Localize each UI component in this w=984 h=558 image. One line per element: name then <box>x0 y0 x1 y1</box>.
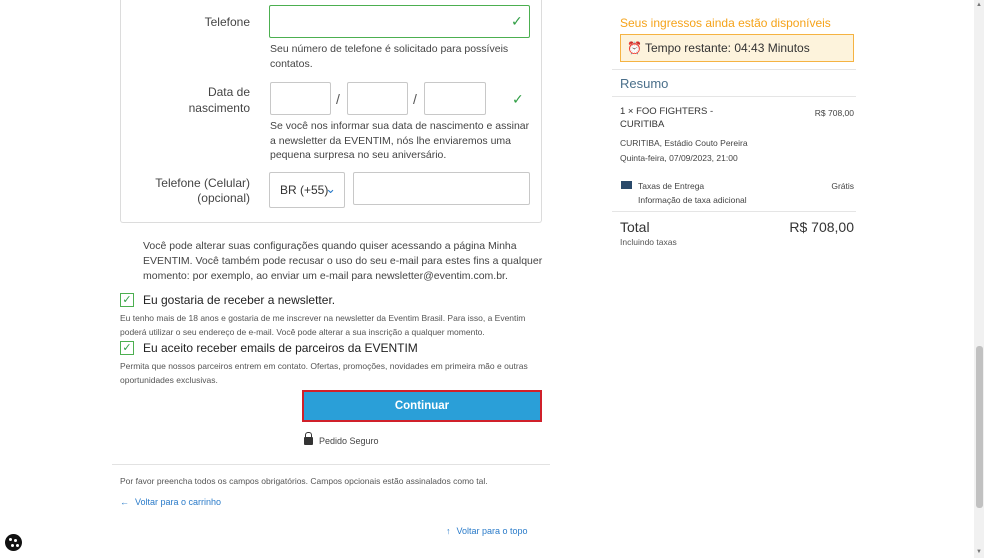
additional-fee-info[interactable]: Informação de taxa adicional <box>638 195 747 205</box>
birth-year-input[interactable] <box>424 82 486 115</box>
mobile-label-line1: Telefone (Celular) <box>155 176 250 190</box>
newsletter-label[interactable]: Eu gostaria de receber a newsletter. <box>143 293 336 307</box>
divider <box>112 464 550 465</box>
phone-valid-check-icon: ✓ <box>511 13 523 29</box>
envelope-icon <box>621 181 632 189</box>
phone-hint: Seu número de telefone é solicitado para possíveis contatos. <box>270 43 509 70</box>
back-to-cart-link[interactable] <box>120 497 221 507</box>
divider <box>612 211 856 212</box>
newsletter-checkbox[interactable]: ✓ <box>120 293 134 307</box>
alarm-clock-icon: ⏰ <box>627 41 642 55</box>
privacy-notice: Você pode alterar suas configurações quando quiser acessando a página Minha EVENTIM. Você também pode recusar o uso do seu e-mail para estes fins a qualquer momento: por exemplo, ao enviar um e-mail para newsletter@eventim.com.br. <box>143 240 543 282</box>
divider <box>612 69 856 70</box>
required-fields-note: Por favor preencha todos os campos obrigatórios. Campos opcionais estão assinalados como tal. <box>120 476 488 486</box>
chevron-down-icon: ⌄ <box>325 181 336 196</box>
divider <box>612 96 856 97</box>
newsletter-description: Eu tenho mais de 18 anos e gostaria de me inscrever na newsletter da Eventim Brasil. Para isso, a Eventim poderá utilizar o seu endereço de e-mail. Você pode alterar a sua inscrição a qualquer momento. <box>120 313 526 337</box>
countdown-timer <box>620 34 854 62</box>
item-venue: CURITIBA, Estádio Couto Pereira <box>620 138 748 148</box>
cookie-settings-icon[interactable] <box>5 534 22 551</box>
secure-order-label: Pedido Seguro <box>319 436 379 446</box>
item-title-line1: 1 × FOO FIGHTERS - <box>620 106 714 117</box>
delivery-fee-label: Taxas de Entrega <box>638 181 705 191</box>
partners-checkbox[interactable]: ✓ <box>120 341 134 355</box>
arrow-left-icon: ← <box>120 497 129 507</box>
birth-month-input[interactable] <box>347 82 408 115</box>
birthdate-hint: Se você nos informar sua data de nascimento e assinar a newsletter da EVENTIM, nós lhe enviaremos uma pequena surpresa no seu aniversário. <box>270 120 530 161</box>
date-separator: / <box>336 91 340 107</box>
birthdate-valid-check-icon: ✓ <box>512 91 524 107</box>
back-to-cart-label: Voltar para o carrinho <box>135 497 222 507</box>
scrollbar-thumb[interactable] <box>976 346 983 508</box>
item-price: R$ 708,00 <box>814 108 854 118</box>
country-code-select[interactable] <box>269 172 345 208</box>
scroll-up-arrow-icon[interactable]: ▲ <box>976 2 982 8</box>
back-to-top-label: Voltar para o topo <box>456 526 528 536</box>
birth-day-input[interactable] <box>270 82 331 115</box>
delivery-fee-value: Grátis <box>831 181 854 191</box>
partners-description: Permita que nossos parceiros entrem em contato. Ofertas, promoções, novidades em primeira mão e outras oportunidades exclusivas. <box>120 361 528 385</box>
date-separator: / <box>413 91 417 107</box>
back-to-top-link[interactable] <box>446 526 528 536</box>
total-label: Total <box>620 219 650 235</box>
countdown-text: Tempo restante: 04:43 Minutos <box>644 41 810 55</box>
secure-order <box>304 436 379 446</box>
partners-label[interactable]: Eu aceito receber emails de parceiros da EVENTIM <box>143 341 418 355</box>
country-code-value: BR (+55) <box>280 183 329 197</box>
total-subtitle: Incluindo taxas <box>620 237 677 247</box>
scroll-down-arrow-icon[interactable]: ▼ <box>976 549 982 555</box>
birthdate-label-line1: Data de <box>207 85 250 99</box>
arrow-up-icon: ↑ <box>446 526 451 536</box>
item-title-line2: CURITIBA <box>620 119 665 130</box>
item-date: Quinta-feira, 07/09/2023, 21:00 <box>620 153 738 163</box>
phone-label: Telefone <box>204 15 250 29</box>
lock-icon <box>304 437 313 445</box>
total-value: R$ 708,00 <box>789 219 854 235</box>
mobile-label-line2: (opcional) <box>197 191 250 205</box>
birthdate-label-line2: nascimento <box>188 101 250 115</box>
mobile-phone-input[interactable] <box>353 172 530 205</box>
summary-title: Resumo <box>620 76 669 91</box>
continue-button[interactable]: Continuar <box>302 390 542 422</box>
phone-input[interactable] <box>269 5 530 38</box>
availability-title: Seus ingressos ainda estão disponíveis <box>620 16 831 30</box>
